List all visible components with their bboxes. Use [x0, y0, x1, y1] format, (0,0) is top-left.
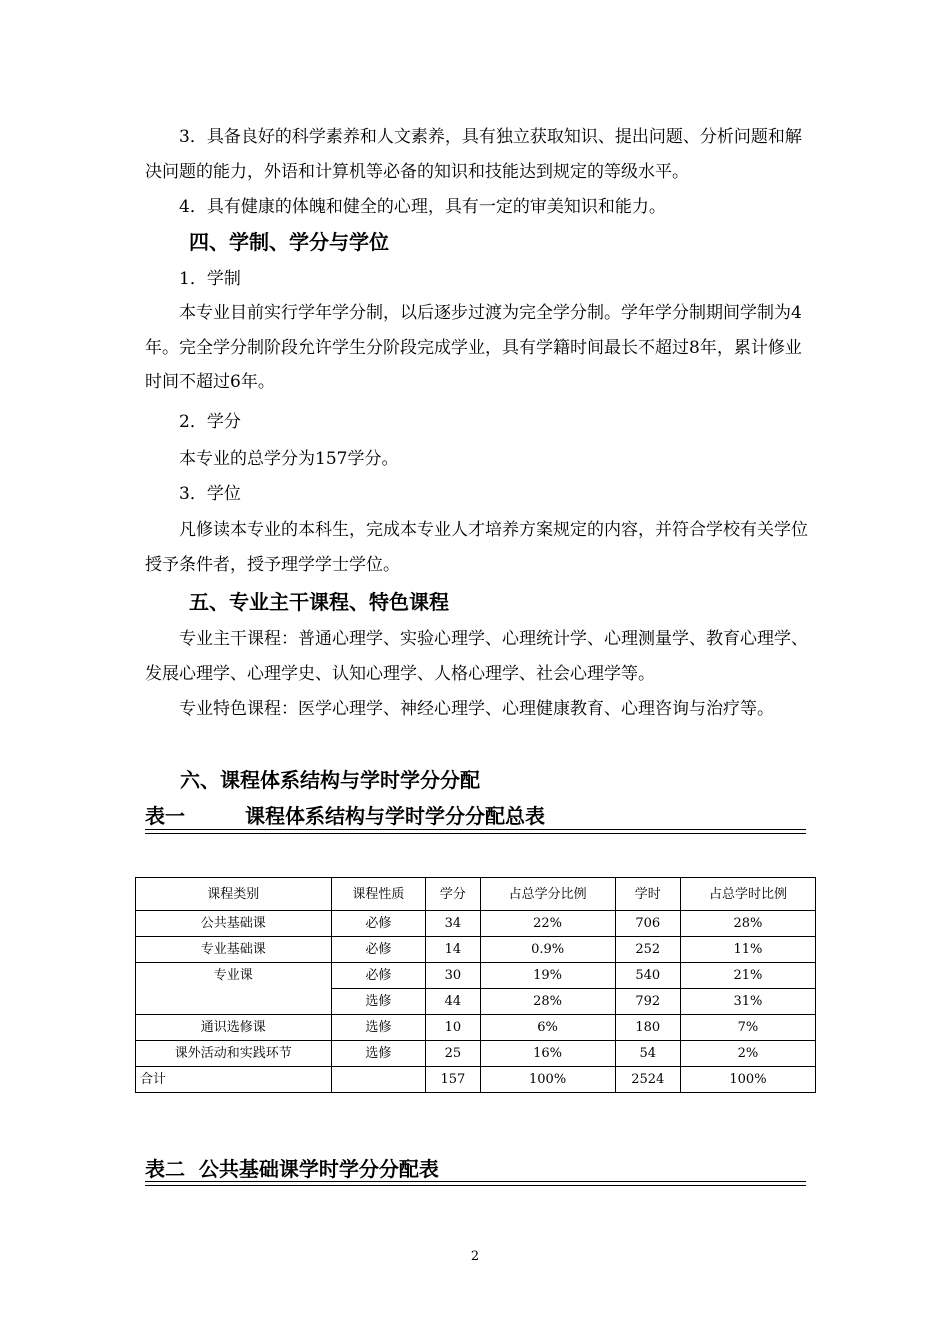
subheading-degree: 3．学位: [179, 484, 241, 504]
cell-nature: 必修: [331, 963, 426, 989]
page-number: 2: [470, 1249, 480, 1264]
cell-credit-ratio: 0.9%: [480, 937, 615, 963]
table-row: [136, 1041, 816, 1067]
cell-hours: 792: [615, 989, 680, 1015]
cell-hour-ratio: 21%: [680, 963, 815, 989]
cell-credits: 44: [426, 989, 480, 1015]
header-cell: 学分: [426, 878, 480, 911]
cell-total-nature: [331, 1067, 426, 1093]
section-heading-4: 四、学制、学分与学位: [189, 230, 389, 254]
table-2-title: 表二 公共基础课学时学分分配表: [145, 1157, 439, 1181]
table-row: [136, 937, 816, 963]
cell-category: 公共基础课: [136, 911, 332, 937]
table-1-title-text: 课程体系结构与学时学分分配总表: [245, 804, 545, 828]
cell-hour-ratio: 2%: [680, 1041, 815, 1067]
table-row: [136, 1015, 816, 1041]
paragraph-requirement-4: 4．具有健康的体魄和健全的心理，具有一定的审美知识和能力。: [179, 197, 666, 217]
header-cell: 课程性质: [331, 878, 426, 911]
paragraph-duration: 本专业目前实行学年学分制，以后逐步过渡为完全学分制。学年学分制期间学制为4年。完全学分制阶段允许学生分阶段完成学业，具有学籍时间最长不超过8年，累计修业时间不超过6年。: [145, 303, 802, 392]
paragraph-feature-courses: 专业特色课程：医学心理学、神经心理学、心理健康教育、心理咨询与治疗等。: [179, 699, 774, 719]
table-row: [136, 963, 816, 989]
table-row: [136, 911, 816, 937]
table-1-title: [145, 800, 806, 829]
header-cell: 占总学分比例: [480, 878, 615, 911]
cell-hours: 180: [615, 1015, 680, 1041]
cell-credits: 30: [426, 963, 480, 989]
table-header-row: [136, 878, 816, 911]
table-2-title-rule: [145, 1181, 806, 1186]
section-heading-6: 六、课程体系结构与学时学分分配: [180, 768, 480, 792]
cell-category: 专业基础课: [136, 937, 332, 963]
summary-table: [135, 877, 816, 1093]
cell-nature: 必修: [331, 937, 426, 963]
subheading-credits: 2．学分: [179, 412, 241, 432]
cell-nature: 选修: [331, 1015, 426, 1041]
paragraph-requirement-3: 3．具备良好的科学素养和人文素养，具有独立获取知识、提出问题、分析问题和解决问题的能力，外语和计算机等必备的知识和技能达到规定的等级水平。: [145, 127, 802, 182]
cell-category: 专业课: [136, 963, 332, 1015]
table-total-row: [136, 1067, 816, 1093]
cell-total-hours: 2524: [615, 1067, 680, 1093]
subheading-duration: 1．学制: [179, 269, 241, 289]
cell-total-credits: 157: [426, 1067, 480, 1093]
cell-nature: 必修: [331, 911, 426, 937]
table-1-title-number: 表一: [145, 804, 185, 828]
cell-credit-ratio: 22%: [480, 911, 615, 937]
cell-credit-ratio: 28%: [480, 989, 615, 1015]
cell-credit-ratio: 16%: [480, 1041, 615, 1067]
paragraph-main-courses: 专业主干课程：普通心理学、实验心理学、心理统计学、心理测量学、教育心理学、发展心理学、心理学史、认知心理学、人格心理学、社会心理学等。: [145, 629, 808, 684]
section-heading-5: 五、专业主干课程、特色课程: [189, 590, 449, 614]
cell-hour-ratio: 31%: [680, 989, 815, 1015]
cell-hour-ratio: 7%: [680, 1015, 815, 1041]
cell-total-hour-ratio: 100%: [680, 1067, 815, 1093]
cell-hours: 54: [615, 1041, 680, 1067]
cell-total-label: 合计: [136, 1067, 332, 1093]
header-cell: 学时: [615, 878, 680, 911]
header-cell: 占总学时比例: [680, 878, 815, 911]
cell-hour-ratio: 11%: [680, 937, 815, 963]
cell-credits: 14: [426, 937, 480, 963]
cell-credits: 25: [426, 1041, 480, 1067]
cell-category: 通识选修课: [136, 1015, 332, 1041]
cell-nature: 选修: [331, 989, 426, 1015]
paragraph-degree: 凡修读本专业的本科生，完成本专业人才培养方案规定的内容，并符合学校有关学位授予条件者，授予理学学士学位。: [145, 520, 808, 575]
cell-hours: 540: [615, 963, 680, 989]
cell-hour-ratio: 28%: [680, 911, 815, 937]
cell-hours: 252: [615, 937, 680, 963]
cell-nature: 选修: [331, 1041, 426, 1067]
header-cell: 课程类别: [136, 878, 332, 911]
cell-credits: 10: [426, 1015, 480, 1041]
cell-credit-ratio: 19%: [480, 963, 615, 989]
paragraph-credits: 本专业的总学分为157学分。: [179, 449, 399, 469]
table-1-title-rule: [145, 829, 806, 834]
cell-hours: 706: [615, 911, 680, 937]
cell-category: 课外活动和实践环节: [136, 1041, 332, 1067]
cell-credit-ratio: 6%: [480, 1015, 615, 1041]
cell-credits: 34: [426, 911, 480, 937]
cell-total-credit-ratio: 100%: [480, 1067, 615, 1093]
